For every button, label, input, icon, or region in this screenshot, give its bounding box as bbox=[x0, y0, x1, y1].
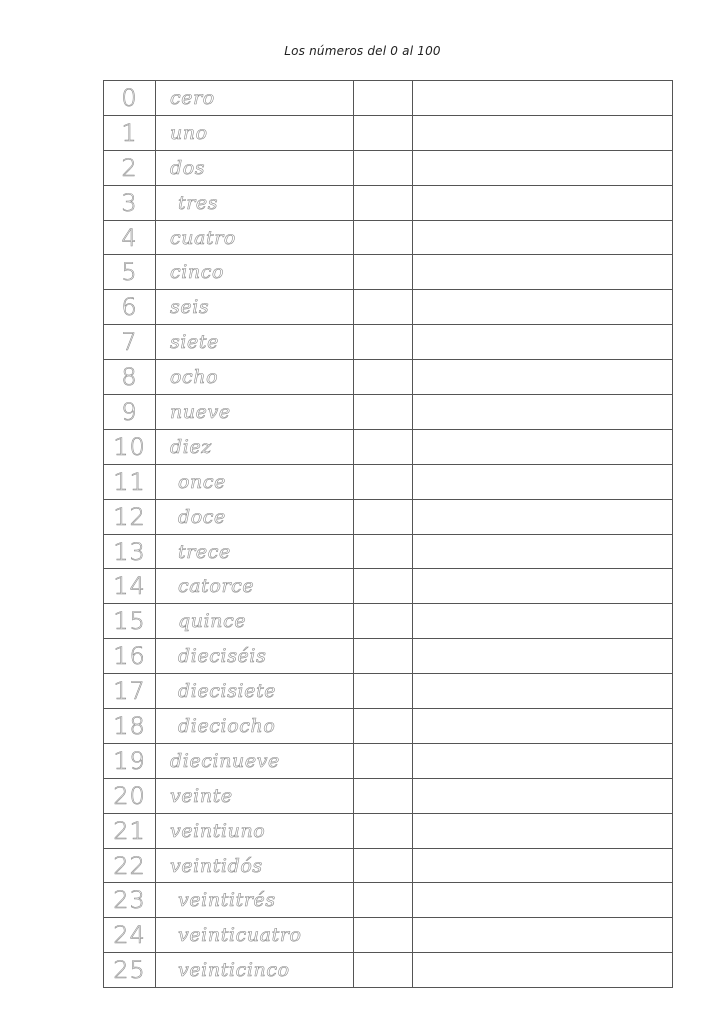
blank-writing-cell[interactable] bbox=[413, 813, 673, 848]
blank-writing-cell[interactable] bbox=[413, 464, 673, 499]
table-row bbox=[104, 813, 673, 848]
number-word-cell: trece bbox=[156, 534, 354, 569]
blank-writing-cell[interactable] bbox=[413, 220, 673, 255]
number-word-cell: veinticinco bbox=[156, 953, 354, 988]
blank-writing-cell[interactable] bbox=[413, 534, 673, 569]
blank-writing-cell[interactable] bbox=[413, 778, 673, 813]
blank-answer-cell[interactable] bbox=[354, 674, 413, 709]
table-row bbox=[104, 918, 673, 953]
blank-writing-cell[interactable] bbox=[413, 150, 673, 185]
number-word-cell: veintitrés bbox=[156, 883, 354, 918]
blank-writing-cell[interactable] bbox=[413, 325, 673, 360]
number-word-cell: cero bbox=[156, 81, 354, 116]
number-word-cell: doce bbox=[156, 499, 354, 534]
blank-writing-cell[interactable] bbox=[413, 639, 673, 674]
table-row bbox=[104, 743, 673, 778]
blank-answer-cell[interactable] bbox=[354, 255, 413, 290]
number-cell: 22 bbox=[104, 848, 156, 883]
blank-answer-cell[interactable] bbox=[354, 778, 413, 813]
table-row bbox=[104, 639, 673, 674]
number-word-cell: seis bbox=[156, 290, 354, 325]
number-cell: 18 bbox=[104, 709, 156, 744]
blank-writing-cell[interactable] bbox=[413, 360, 673, 395]
table-row bbox=[104, 604, 673, 639]
number-cell: 16 bbox=[104, 639, 156, 674]
number-word-cell: diecinueve bbox=[156, 743, 354, 778]
blank-writing-cell[interactable] bbox=[413, 709, 673, 744]
number-cell: 25 bbox=[104, 953, 156, 988]
blank-writing-cell[interactable] bbox=[413, 953, 673, 988]
number-word-cell: quince bbox=[156, 604, 354, 639]
table-row bbox=[104, 220, 673, 255]
table-row bbox=[104, 115, 673, 150]
number-word-cell: diez bbox=[156, 429, 354, 464]
table-row bbox=[104, 569, 673, 604]
table-row bbox=[104, 395, 673, 430]
blank-writing-cell[interactable] bbox=[413, 185, 673, 220]
blank-writing-cell[interactable] bbox=[413, 255, 673, 290]
table-row bbox=[104, 778, 673, 813]
number-word-cell: veintiuno bbox=[156, 813, 354, 848]
number-cell: 20 bbox=[104, 778, 156, 813]
blank-answer-cell[interactable] bbox=[354, 290, 413, 325]
blank-answer-cell[interactable] bbox=[354, 709, 413, 744]
number-word-cell: ocho bbox=[156, 360, 354, 395]
number-cell: 21 bbox=[104, 813, 156, 848]
table-row bbox=[104, 674, 673, 709]
number-word-cell: tres bbox=[156, 185, 354, 220]
table-row bbox=[104, 255, 673, 290]
table-row bbox=[104, 429, 673, 464]
blank-writing-cell[interactable] bbox=[413, 743, 673, 778]
number-word-cell: uno bbox=[156, 115, 354, 150]
number-cell: 2 bbox=[104, 150, 156, 185]
number-word-cell: diecisiete bbox=[156, 674, 354, 709]
blank-writing-cell[interactable] bbox=[413, 883, 673, 918]
number-word-cell: cuatro bbox=[156, 220, 354, 255]
number-cell: 10 bbox=[104, 429, 156, 464]
table-row bbox=[104, 883, 673, 918]
blank-answer-cell[interactable] bbox=[354, 813, 413, 848]
number-cell: 7 bbox=[104, 325, 156, 360]
blank-answer-cell[interactable] bbox=[354, 395, 413, 430]
number-cell: 11 bbox=[104, 464, 156, 499]
number-cell: 13 bbox=[104, 534, 156, 569]
blank-writing-cell[interactable] bbox=[413, 290, 673, 325]
number-cell: 1 bbox=[104, 115, 156, 150]
blank-answer-cell[interactable] bbox=[354, 220, 413, 255]
table-row bbox=[104, 150, 673, 185]
number-word-cell: dos bbox=[156, 150, 354, 185]
table-row bbox=[104, 290, 673, 325]
blank-answer-cell[interactable] bbox=[354, 185, 413, 220]
number-cell: 5 bbox=[104, 255, 156, 290]
blank-answer-cell[interactable] bbox=[354, 499, 413, 534]
number-word-cell: veintidós bbox=[156, 848, 354, 883]
table-row bbox=[104, 185, 673, 220]
blank-answer-cell[interactable] bbox=[354, 150, 413, 185]
number-cell: 6 bbox=[104, 290, 156, 325]
blank-writing-cell[interactable] bbox=[413, 81, 673, 116]
blank-answer-cell[interactable] bbox=[354, 953, 413, 988]
number-cell: 3 bbox=[104, 185, 156, 220]
page-title: Los números del 0 al 100 bbox=[284, 44, 441, 58]
table-row bbox=[104, 499, 673, 534]
table-row bbox=[104, 953, 673, 988]
number-cell: 4 bbox=[104, 220, 156, 255]
table-row bbox=[104, 81, 673, 116]
number-word-cell: veinte bbox=[156, 778, 354, 813]
number-word-cell: catorce bbox=[156, 569, 354, 604]
number-word-cell: once bbox=[156, 464, 354, 499]
table-row bbox=[104, 325, 673, 360]
blank-answer-cell[interactable] bbox=[354, 883, 413, 918]
blank-answer-cell[interactable] bbox=[354, 464, 413, 499]
number-word-cell: dieciséis bbox=[156, 639, 354, 674]
blank-writing-cell[interactable] bbox=[413, 918, 673, 953]
number-word-cell: cinco bbox=[156, 255, 354, 290]
numbers-table bbox=[103, 80, 673, 988]
blank-writing-cell[interactable] bbox=[413, 395, 673, 430]
number-cell: 8 bbox=[104, 360, 156, 395]
blank-answer-cell[interactable] bbox=[354, 604, 413, 639]
number-word-cell: siete bbox=[156, 325, 354, 360]
blank-writing-cell[interactable] bbox=[413, 569, 673, 604]
blank-answer-cell[interactable] bbox=[354, 115, 413, 150]
table-row bbox=[104, 709, 673, 744]
numbers-table-body bbox=[104, 81, 673, 988]
number-cell: 0 bbox=[104, 81, 156, 116]
blank-answer-cell[interactable] bbox=[354, 848, 413, 883]
blank-answer-cell[interactable] bbox=[354, 569, 413, 604]
blank-answer-cell[interactable] bbox=[354, 534, 413, 569]
blank-writing-cell[interactable] bbox=[413, 499, 673, 534]
table-row bbox=[104, 360, 673, 395]
blank-answer-cell[interactable] bbox=[354, 918, 413, 953]
blank-answer-cell[interactable] bbox=[354, 743, 413, 778]
blank-answer-cell[interactable] bbox=[354, 360, 413, 395]
number-cell: 19 bbox=[104, 743, 156, 778]
blank-writing-cell[interactable] bbox=[413, 115, 673, 150]
blank-answer-cell[interactable] bbox=[354, 429, 413, 464]
number-word-cell: veinticuatro bbox=[156, 918, 354, 953]
blank-answer-cell[interactable] bbox=[354, 325, 413, 360]
number-word-cell: dieciocho bbox=[156, 709, 354, 744]
table-row bbox=[104, 848, 673, 883]
number-cell: 24 bbox=[104, 918, 156, 953]
blank-answer-cell[interactable] bbox=[354, 81, 413, 116]
blank-writing-cell[interactable] bbox=[413, 429, 673, 464]
blank-writing-cell[interactable] bbox=[413, 848, 673, 883]
blank-answer-cell[interactable] bbox=[354, 639, 413, 674]
table-row bbox=[104, 464, 673, 499]
number-cell: 17 bbox=[104, 674, 156, 709]
blank-writing-cell[interactable] bbox=[413, 674, 673, 709]
number-cell: 14 bbox=[104, 569, 156, 604]
table-row bbox=[104, 534, 673, 569]
number-cell: 12 bbox=[104, 499, 156, 534]
number-cell: 23 bbox=[104, 883, 156, 918]
number-cell: 9 bbox=[104, 395, 156, 430]
number-cell: 15 bbox=[104, 604, 156, 639]
number-word-cell: nueve bbox=[156, 395, 354, 430]
blank-writing-cell[interactable] bbox=[413, 604, 673, 639]
